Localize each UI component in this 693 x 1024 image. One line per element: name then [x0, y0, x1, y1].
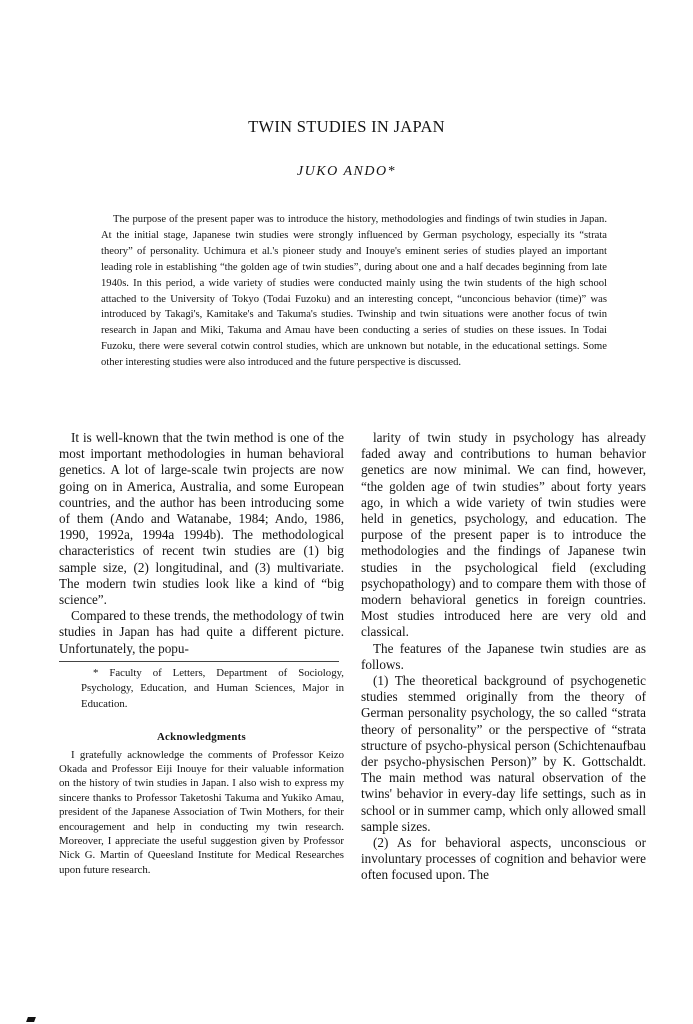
acknowledgments-heading: Acknowledgments [156, 731, 247, 744]
right-column [361, 430, 646, 884]
body-paragraph: Compared to these trends, the methodology of twin studies in Japan has had quite a different picture. Unfortunately, the popu- [59, 608, 344, 656]
body-paragraph: (1) The theoretical background of psychogenetic studies stemmed originally from the theory of German personality psychology, the so called “strata theory of personality” or the perspective of “strata structure of psycho-physical person (Schichtenaufbau der psycho-physischen Person)” by K. Gottschaldt. The main method was natural observation of the twins' behavior in every-day life settings, such as in school or in summer camp, which only allowed small sample sizes. [361, 673, 646, 834]
paper-title: TWIN STUDIES IN JAPAN [248, 117, 445, 136]
scan-mark [26, 1017, 36, 1022]
body-paragraph: (2) As for behavioral aspects, unconscious or involuntary processes of cognition and behavior were often focused upon. The [361, 835, 646, 883]
author-name: JUKO ANDO* [296, 164, 397, 179]
abstract: The purpose of the present paper was to introduce the history, methodologies and findings of twin studies in Japan. At the initial stage, Japanese twin studies were strongly influenced by German psychology, especially its “strata theory” of personality. Uchimura et al.'s pioneer study and Inouye's eminent series of studies played an important leading role in establishing “the golden age of twin studies”, during about one and a half decades beginning from late 1940s. In this period, a wide variety of studies were conducted mainly using the twin students of the high school attached to the University of Tokyo (Todai Fuzoku) and an interesting concept, “unconcious behavior (time)” was introduced by Takagi's, Kamitake's and Takuma's studies. Twinship and twin situations were another focus of twin research in Japan and Miki, Takuma and Amau have been conducting a series of studies on these issues. In Todai Fuzoku, there were several cotwin control studies, which are unknown but notable, in the educational settings. Some other interesting studies were also introduced and the future perspective is discussed. [101, 214, 607, 369]
body-paragraph: larity of twin study in psychology has already faded away and contributions to human behavior genetics are now minimal. We can find, however, “the golden age of twin studies” about forty years ago, in which a wide variety of twin studies were held in genetics, psychology, and education. The purpose of the present paper is to introduce the methodologies and the findings of Japanese twin studies in the psychological field (excluding psychopathology) and to compare them with those of modern behavioral genetics in foreign countries. Most studies introduced here are very old and classical. [361, 430, 646, 640]
author-affiliation-footnote: * Faculty of Letters, Department of Sociology, Psychology, Education, and Human Sciences, Major in Education. [81, 666, 344, 710]
footnote-divider [59, 661, 339, 662]
body-paragraph: It is well-known that the twin method is one of the most important methodologies in human behavioral genetics. A lot of large-scale twin projects are now going on in America, Australia, and some European countries, and the author has been introducing some of them (Ando and Watanabe, 1984; Ando, 1986, 1990, 1992a, 1994a 1994b). The methodological characteristics of recent twin studies are (1) big sample size, (2) longitudinal, and (3) multivariate. The modern twin studies look like a kind of “big science”. [59, 430, 344, 608]
left-column [59, 430, 344, 877]
body-paragraph: The features of the Japanese twin studies are as follows. [361, 640, 646, 672]
acknowledgments-text: I gratefully acknowledge the comments of Professor Keizo Okada and Professor Eiji Inouye for their valuable information on the history of twin studies in Japan. I also wish to express my sincere thanks to Professor Taketoshi Takuma and Yukiko Amau, president of the Japanese Association of Twin Mothers, for their encouragement and help in conducting my twin research. Moreover, I appreciate the useful suggestion given by Professor Nick G. Martin of Queesland Institute for Medical Researches upon future research. [59, 748, 344, 876]
